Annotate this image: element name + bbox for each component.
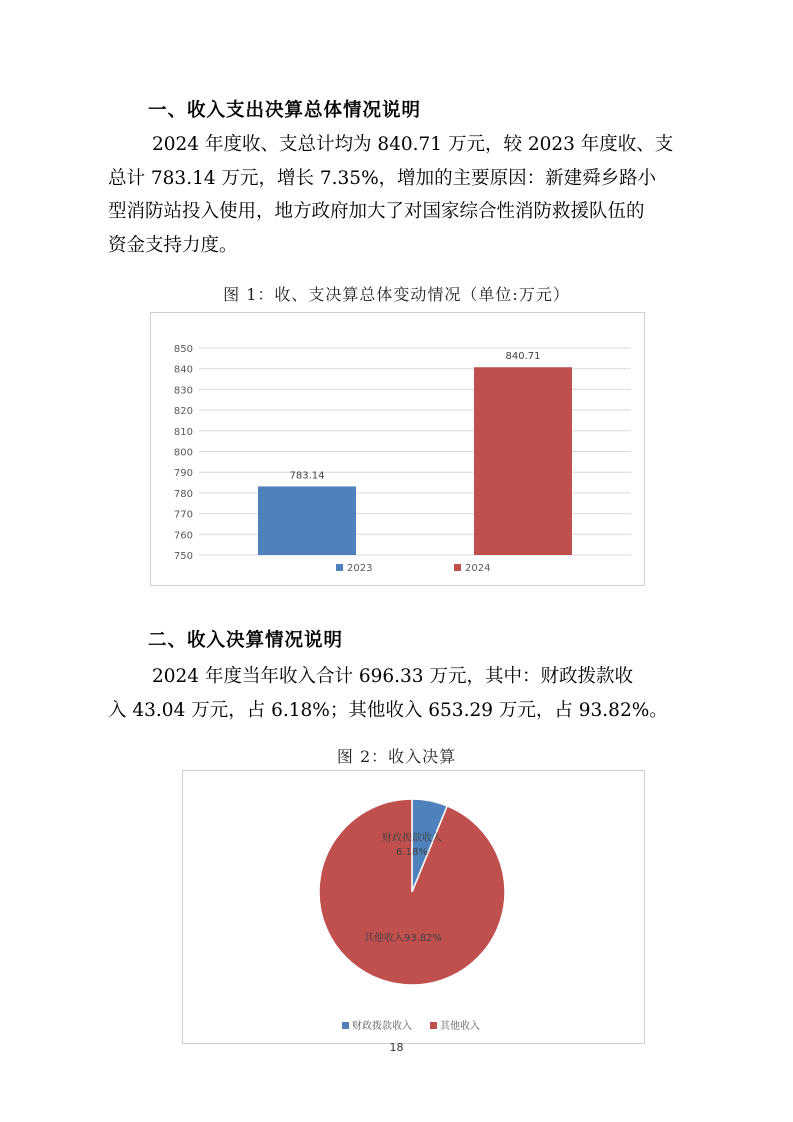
pie-slice-其他收入 — [319, 799, 505, 985]
legend-label: 其他收入 — [440, 1021, 480, 1032]
section2-heading: 二、收入决算情况说明 — [148, 630, 344, 651]
section1-paragraph — [108, 128, 728, 262]
y-tick-label: 780 — [173, 488, 193, 500]
y-tick-label: 850 — [173, 344, 193, 355]
legend-label: 2024 — [465, 563, 491, 574]
y-tick-label: 750 — [173, 551, 193, 562]
figure1-caption: 图 1：收、支决算总体变动情况（单位:万元） — [223, 285, 570, 304]
section2-paragraph — [108, 660, 728, 727]
paragraph-line: 资金支持力度。 — [108, 234, 238, 256]
y-tick-label: 790 — [173, 468, 193, 480]
paragraph-line: 入 43.04 万元，占 6.18%；其他收入 653.29 万元，占 93.82%。 — [108, 699, 668, 721]
legend-swatch-其他收入 — [430, 1022, 437, 1029]
legend-swatch-2023 — [336, 564, 343, 571]
pie-chart — [183, 771, 644, 1043]
legend-label: 2023 — [347, 563, 373, 574]
paragraph-line: 型消防站投入使用，地方政府加大了对国家综合性消防救援队伍的 — [108, 201, 645, 222]
bar-2024 — [474, 367, 572, 555]
figure2-caption: 图 2：收入决算 — [336, 747, 457, 766]
legend-label: 财政拨款收入 — [352, 1021, 412, 1032]
pie-data-label-pct: 6.18% — [396, 847, 428, 858]
y-tick-label: 800 — [173, 447, 193, 459]
y-tick-label: 830 — [173, 385, 193, 397]
bar-data-label: 840.71 — [505, 351, 541, 363]
pie-data-label: 其他收入93.82% — [363, 933, 443, 944]
y-tick-label: 770 — [173, 509, 193, 521]
paragraph-line: 总计 783.14 万元，增长 7.35%，增加的主要原因：新建舜乡路小 — [108, 167, 657, 189]
y-tick-label: 810 — [173, 426, 193, 438]
bar-2023 — [258, 486, 356, 555]
legend-swatch-2024 — [454, 564, 461, 571]
y-tick-label: 820 — [173, 406, 193, 418]
y-tick-label: 760 — [173, 530, 193, 542]
y-tick-label: 840 — [173, 364, 193, 376]
legend-swatch-财政拨款收入 — [342, 1022, 349, 1029]
page-number: 18 — [389, 1041, 404, 1054]
pie-data-label-name: 财政拨款收入 — [382, 833, 442, 844]
bar-data-label: 783.14 — [289, 470, 325, 482]
bar-chart — [151, 313, 644, 585]
pie-chart-frame — [182, 770, 645, 1044]
paragraph-line: 2024 年度当年收入合计 696.33 万元，其中：财政拨款收 — [152, 666, 633, 687]
paragraph-line: 2024 年度收、支总计均为 840.71 万元，较 2023 年度收、支 — [152, 134, 674, 155]
section1-heading: 一、收入支出决算总体情况说明 — [148, 100, 422, 121]
bar-chart-frame — [150, 312, 645, 586]
